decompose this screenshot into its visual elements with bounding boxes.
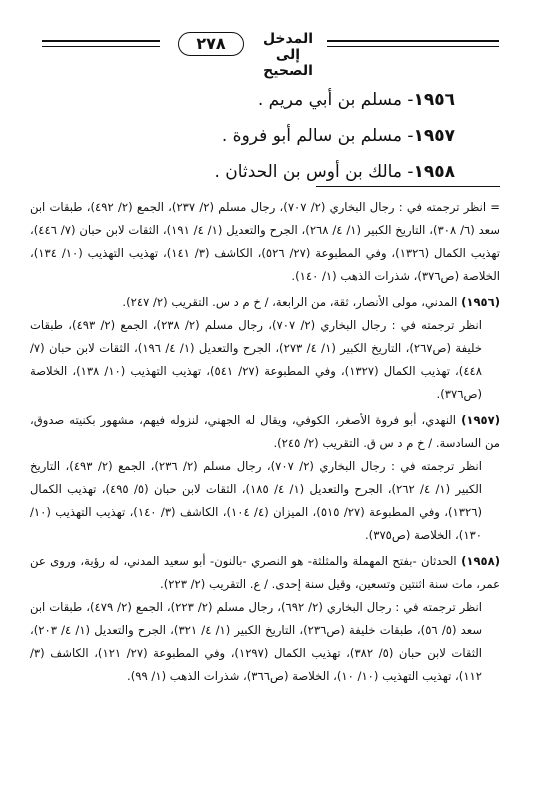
footnote-number: (١٩٥٧) bbox=[461, 413, 501, 427]
entry-number: ١٩٥٧ bbox=[413, 126, 455, 146]
footnote-number: (١٩٥٦) bbox=[461, 295, 500, 309]
footnote-1956 bbox=[30, 291, 500, 406]
footnotes bbox=[30, 196, 500, 691]
footnote-continued bbox=[30, 196, 500, 288]
footnote-sources: انظر ترجمته في : رجال البخاري (٢/ ٧٠٧)، رجال مسلم (٢/ ٢٣٨)، الجمع (٢/ ٤٩٣)، طبقات خليفة (ص٢٦٧)، التاريخ الكبير (١/ ٤/ ٢٧٣)، الجرح والتعديل (١/ ٤/ ١٩٦)، الثقات لابن حبان (٧/ ٤٤٨)، تهذيب الكمال (١٣٢٧)، وفي المطبوعة (٢٧/ ٥٤١)، تهذيب التهذيب (١٠/ ١٣٨)، الخلاصة (ص٣٧٦). bbox=[30, 318, 483, 401]
entry-number: ١٩٥٨ bbox=[413, 162, 455, 182]
footnote-bio: النهدي، أبو فروة الأصغر، الكوفي، ويقال له الجهني، لنزوله فيهم، مشهور بكنيته صدوق، من السادسة. / خ م د س ق. التقريب (٢/ ٢٤٥). bbox=[30, 413, 500, 450]
entry-number: ١٩٥٦ bbox=[413, 90, 455, 110]
footnote-sources: انظر ترجمته في : رجال البخاري (٢/ ٦٩٢)، رجال مسلم (٢/ ٢٢٣)، الجمع (٢/ ٤٧٩)، طبقات ابن سعد (٥/ ٥٦)، طبقات خليفة (ص٢٣٦)، التاريخ الكبير (١/ ٤/ ٣٢١)، الجرح والتعديل (١/ ٤/ ٢٠٣)، الثقات لابن حبان (٥/ ٣٨٢)، تهذيب الكمال (١٢٩٧)، وفي المطبوعة (٢٧/ ١٢١)، الكاشف (٣/ ١١٢)، تهذيب التهذيب (١٠/ ١٠)، الخلاصة (ص٣٦٦)، شذرات الذهب (١/ ٩٩). bbox=[30, 600, 483, 683]
footnote-1958 bbox=[30, 550, 500, 688]
main-entries bbox=[95, 82, 455, 190]
footnote-sources: انظر ترجمته في : رجال البخاري (٢/ ٧٠٧)، رجال مسلم (٢/ ٢٣٦)، الجمع (٢/ ٤٩٣)، التاريخ الكبير (١/ ٤/ ٢٦٢)، الجرح والتعديل (١/ ٤/ ١٨٥)، الثقات لابن حبان (٥/ ٤٩٥)، تهذيب الكمال (١٣٢٦)، وفي المطبوعة (٢٧/ ٥١٥)، الميزان (٤/ ١٠٤)، الكاشف (٣/ ١٤٠)، تهذيب التهذيب (١٠/ ١٣٠)، الخلاصة (ص٣٧٥). bbox=[30, 459, 483, 542]
footnote-bio: الحدثان -بفتح المهملة والمثلثة- هو النصري -بالنون- أبو سعيد المدني، له رؤية، وروى عن عمر، مات سنة اثنتين وتسعين، وقيل سنة إحدى. / ع. التقريب (٢/ ٢٢٣). bbox=[30, 554, 500, 591]
footnote-bio: المدني، مولى الأنصار، ثقة، من الرابعة، / خ م د س. التقريب (٢/ ٢٤٧). bbox=[122, 295, 458, 309]
entry-1956 bbox=[95, 82, 455, 118]
entry-1958 bbox=[95, 154, 455, 190]
footnote-number: (١٩٥٨) bbox=[461, 554, 500, 568]
footnote-divider bbox=[316, 186, 500, 187]
footnote-text: = انظر ترجمته في : رجال البخاري (٢/ ٧٠٧)، رجال مسلم (٢/ ٢٣٧)، الجمع (٢/ ٤٩٢)، طبقات ابن سعد (٦/ ٣٠٨)، التاريخ الكبير (١/ ٤/ ٢٦٨)، الجرح والتعديل (١/ ٤/ ١٩١)، الثقات لابن حبان (٧/ ٤٤٦)، تهذيب الكمال (١٣٢٦)، وفي المطبوعة (٢٧/ ٥٢٦)، الكاشف (٣/ ١٤١)، تهذيب التهذيب (١٠/ ١٣٤)، الخلاصة (ص٣٧٦)، شذرات الذهب (١/ ١٤٠). bbox=[30, 200, 501, 283]
footnote-1957 bbox=[30, 409, 500, 547]
page-header bbox=[42, 30, 499, 79]
running-title: المدخل إلى الصحيح bbox=[262, 31, 314, 79]
header-rule-right bbox=[327, 40, 499, 47]
header-rule-left bbox=[42, 40, 160, 47]
page-number: ٢٧٨ bbox=[178, 32, 244, 56]
entry-1957 bbox=[95, 118, 455, 154]
entry-text: - مسلم بن سالم أبو فروة . bbox=[221, 126, 414, 146]
entry-text: - مالك بن أوس بن الحدثان . bbox=[214, 162, 414, 182]
entry-text: - مسلم بن أبي مريم . bbox=[257, 90, 414, 110]
